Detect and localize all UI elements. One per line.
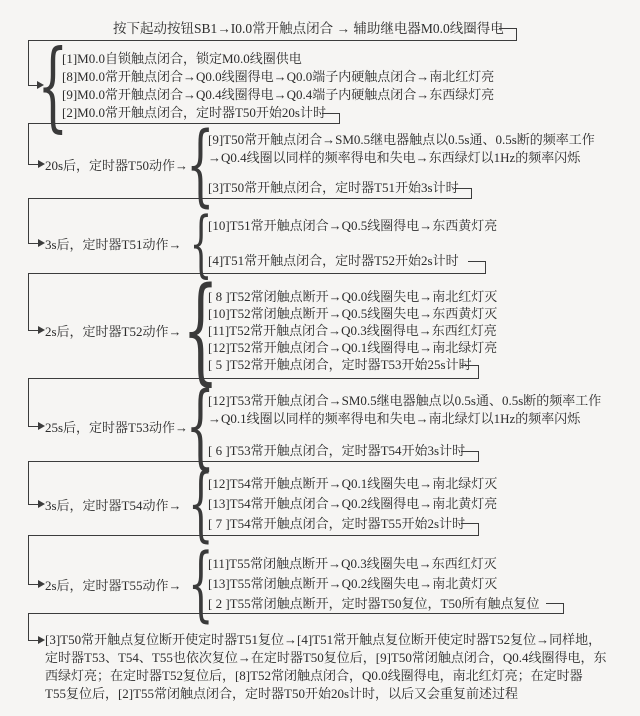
flow-arrow-5 — [28, 426, 38, 427]
flow-arrow-1 — [28, 85, 37, 86]
flow-item: [12]T53常开触点闭合→SM0.5继电器触点以0.5s通、0.5s断的频率工作 — [208, 393, 602, 408]
flow-item: [ 6 ]T53常开触点闭合，定时器T54开始3s计时 — [208, 443, 466, 458]
stage-t50-items — [208, 131, 595, 197]
reset-sequence-paragraph — [45, 631, 637, 703]
stage-t54-items — [208, 474, 497, 534]
connector-hook-5 — [461, 365, 479, 379]
flow-item: [ 8 ]T52常闭触点断开→Q0.0线圈失电→南北红灯灭 — [208, 289, 498, 304]
flow-arrow-8 — [28, 640, 38, 641]
flow-item: [12]T54常开触点断开→Q0.1线圈失电→南北绿灯灭 — [208, 476, 498, 491]
brace-icon: { — [182, 263, 219, 398]
brace-icon: { — [186, 111, 215, 216]
stage-t54 — [45, 456, 498, 551]
flow-arrow-4 — [28, 330, 38, 331]
footer-line: [3]T50常开触点复位断开使定时器T51复位→[4]T51常开触点复位断开使定时器T52复位→同样地， — [45, 632, 602, 647]
stage-t55-items — [208, 554, 539, 614]
flow-item: [3]T50常开触点闭合，定时器T51开始3s计时 — [208, 180, 459, 195]
flow-item: [9]M0.0常开触点闭合→Q0.4线圈得电→Q0.4端子内硬触点闭合→东西绿灯亮 — [62, 87, 495, 102]
flow-item: [4]T51常开触点闭合，定时器T52开始2s计时 — [208, 253, 459, 268]
stage-t51-items — [208, 217, 497, 270]
flow-item: [9]T50常开触点闭合→SM0.5继电器触点以0.5s通、0.5s断的频率工作 — [208, 132, 595, 147]
flow-item: [1]M0.0自锁触点闭合，锁定M0.0线圈供电 — [62, 51, 302, 66]
stage-t53 — [45, 371, 602, 479]
flow-item: →Q0.1线圈以同样的频率得电和失电→南北绿灯以1Hz的频率闪烁 — [208, 411, 581, 426]
flow-item: →Q0.4线圈以同样的频率得电和失电→东西绿灯以1Hz的频率闪烁 — [208, 150, 581, 165]
flow-arrow-2 — [28, 164, 38, 165]
flow-item: [11]T55常闭触点断开→Q0.3线圈失电→东西红灯灭 — [208, 556, 497, 571]
stage-t53-items — [208, 392, 601, 460]
flow-item: [13]T55常闭触点断开→Q0.2线圈失电→南北黄灯灭 — [208, 576, 498, 591]
brace-icon: { — [37, 29, 69, 143]
flow-item: [ 2 ]T55常闭触点断开，定时器T50复位，T50所有触点复位 — [208, 596, 540, 611]
brace-icon: { — [187, 536, 214, 631]
flow-item: [ 5 ]T52常开触点闭合，定时器T53开始25s计时 — [208, 357, 472, 372]
flow-arrow-6 — [28, 504, 38, 505]
flow-item: [ 7 ]T54常开触点闭合，定时器T55开始2s计时 — [208, 516, 466, 531]
stage-t50-label: 20s后，定时器T50动作→ — [45, 157, 189, 173]
brace-icon: { — [187, 456, 214, 551]
flow-item: [2]M0.0常开触点闭合，定时器T50开始20s计时 — [62, 105, 326, 120]
stage-m00-items — [62, 50, 494, 122]
stage-t51 — [45, 200, 498, 285]
stage-t52-items — [208, 288, 497, 373]
flow-item: [11]T52常开触点闭合→Q0.3线圈得电→东西红灯亮 — [208, 323, 497, 338]
diagram-title: 按下起动按钮SB1→I0.0常开触点闭合 → 辅助继电器M0.0线圈得电 — [113, 21, 504, 36]
flow-item: [12]T52常开触点闭合→Q0.1线圈得电→南北绿灯亮 — [208, 340, 498, 355]
brace-icon: { — [185, 371, 216, 479]
stage-t53-label: 25s后，定时器T53动作→ — [45, 419, 189, 435]
stage-t52-label: 2s后，定时器T52动作→ — [45, 324, 182, 339]
flow-item: [13]T54常开触点闭合→Q0.2线圈得电→南北黄灯亮 — [208, 496, 498, 511]
stage-t54-label: 3s后，定时器T54动作→ — [45, 497, 182, 513]
flow-arrow-3 — [28, 243, 38, 244]
flow-item: [10]T51常开触点闭合→Q0.5线圈得电→东西黄灯亮 — [208, 218, 498, 233]
stage-t52 — [45, 263, 498, 398]
stage-t51-label: 3s后，定时器T51动作→ — [45, 237, 182, 252]
flow-item: [8]M0.0常开触点闭合→Q0.0线圈得电→Q0.0端子内硬触点闭合→南北红灯亮 — [62, 69, 495, 84]
brace-icon: { — [189, 200, 212, 285]
stage-t55-label: 2s后，定时器T55动作→ — [45, 577, 182, 593]
flow-arrow-7 — [28, 584, 38, 585]
footer-line: 西绿灯亮；在定时器T52复位后，[8]T52常闭触点闭合，Q0.0线圈得电，南北红灯亮；在定时器 — [45, 668, 583, 683]
footer-line: 定时器T53、T54、T55也依次复位→在定时器T50复位后，[9]T50常闭触点闭合，Q0.4线圈得电，东 — [45, 650, 607, 665]
footer-line: T55复位后，[2]T55常闭触点闭合，定时器T50开始20s计时，以后又会重复前述过程 — [45, 686, 519, 701]
stage-t55 — [45, 536, 540, 631]
flow-item: [10]T52常闭触点断开→Q0.5线圈失电→东西黄灯灭 — [208, 306, 498, 321]
